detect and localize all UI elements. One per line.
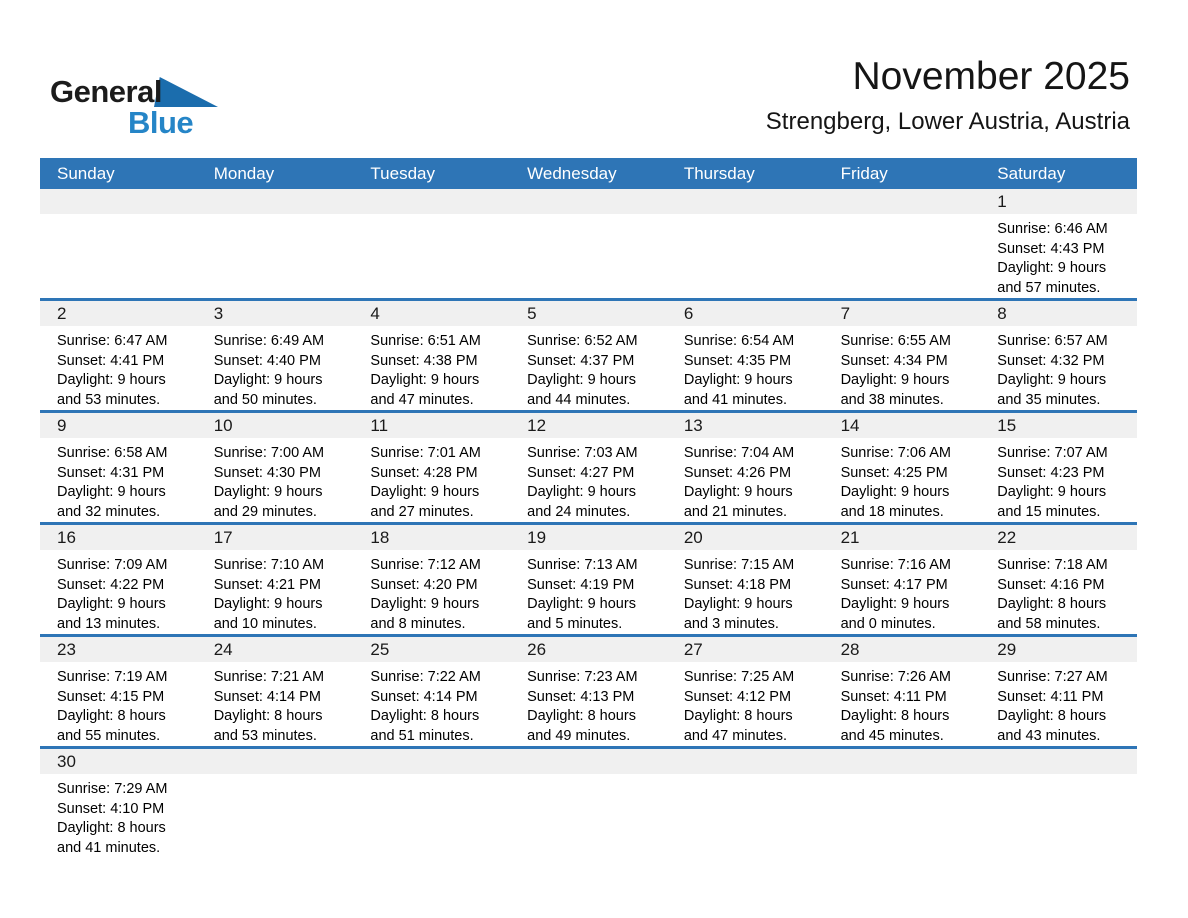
sunset-text: Sunset: 4:12 PM [683, 688, 792, 705]
daylight-text: Daylight: 9 hours and 41 minutes. [683, 372, 793, 408]
daylight-text: Daylight: 8 hours and 55 minutes. [57, 708, 166, 744]
daylight-text: Daylight: 9 hours and 35 minutes. [997, 372, 1107, 408]
day-cell [824, 550, 981, 634]
sunrise-text: Sunrise: 7:25 AM [683, 669, 795, 685]
sunset-text: Sunset: 4:32 PM [997, 352, 1105, 369]
sunrise-text: Sunrise: 7:00 AM [213, 445, 325, 461]
daylight-text: Daylight: 9 hours and 32 minutes. [57, 484, 166, 520]
weekday-header-row [40, 158, 1137, 189]
day-header-wednesday: Wednesday [527, 163, 617, 183]
daylight-text: Daylight: 9 hours and 0 minutes. [840, 596, 950, 632]
daylight-text: Daylight: 8 hours and 58 minutes. [997, 596, 1107, 632]
sunrise-text: Sunrise: 7:06 AM [840, 445, 951, 461]
sunset-text: Sunset: 4:11 PM [840, 688, 947, 705]
day-number: 11 [370, 415, 389, 435]
day-cell [980, 550, 1137, 634]
daylight-text: Daylight: 9 hours and 10 minutes. [213, 596, 323, 632]
sunset-text: Sunset: 4:26 PM [683, 464, 792, 481]
day-number-band [40, 637, 1137, 662]
day-cell [197, 662, 354, 746]
day-number: 8 [997, 303, 1007, 323]
empty-day-cell [824, 214, 981, 298]
sunset-text: Sunset: 4:18 PM [683, 576, 792, 593]
sunset-text: Sunset: 4:41 PM [57, 352, 165, 369]
day-number: 2 [57, 303, 67, 323]
day-number-band [40, 749, 1137, 774]
day-cell [980, 438, 1137, 522]
day-cell [197, 438, 354, 522]
sunrise-text: Sunrise: 7:13 AM [527, 557, 638, 573]
location-subtitle: Strengberg, Lower Austria, Austria [765, 107, 1130, 135]
sunrise-text: Sunrise: 6:49 AM [213, 333, 325, 349]
sunset-text: Sunset: 4:30 PM [213, 464, 321, 481]
day-cell [667, 550, 824, 634]
day-cell [197, 326, 354, 410]
general-blue-logo [50, 74, 230, 146]
day-number: 15 [997, 415, 1017, 435]
calendar-weeks [40, 189, 1137, 858]
day-number: 21 [840, 527, 860, 547]
sunrise-text: Sunrise: 7:03 AM [527, 445, 638, 461]
empty-day-cell [667, 774, 824, 858]
sunrise-text: Sunrise: 7:09 AM [57, 557, 168, 573]
daylight-text: Daylight: 8 hours and 47 minutes. [683, 708, 793, 744]
sunset-text: Sunset: 4:11 PM [997, 688, 1104, 705]
day-number: 24 [213, 639, 233, 659]
sunrise-text: Sunrise: 7:18 AM [997, 557, 1108, 573]
daylight-text: Daylight: 9 hours and 53 minutes. [57, 372, 166, 408]
sunrise-text: Sunrise: 7:19 AM [57, 669, 168, 685]
day-cell [510, 326, 667, 410]
sunrise-text: Sunrise: 6:51 AM [370, 333, 481, 349]
day-number: 23 [57, 639, 76, 659]
daylight-text: Daylight: 8 hours and 49 minutes. [527, 708, 636, 744]
week-row-3 [40, 410, 1137, 522]
day-number: 26 [527, 639, 547, 659]
sunrise-text: Sunrise: 7:27 AM [997, 669, 1108, 685]
day-number: 9 [57, 415, 67, 435]
sunrise-text: Sunrise: 7:15 AM [683, 557, 795, 573]
day-number: 20 [683, 527, 703, 547]
sunset-text: Sunset: 4:27 PM [527, 464, 635, 481]
sunrise-text: Sunrise: 7:10 AM [213, 557, 325, 573]
day-number: 12 [527, 415, 547, 435]
day-cell [353, 326, 510, 410]
day-number-band [40, 189, 1137, 214]
day-header-saturday: Saturday [997, 163, 1066, 183]
sunrise-text: Sunrise: 7:22 AM [370, 669, 481, 685]
empty-day-cell [667, 214, 824, 298]
daylight-text: Daylight: 9 hours and 44 minutes. [527, 372, 636, 408]
empty-day-cell [510, 214, 667, 298]
sunset-text: Sunset: 4:25 PM [840, 464, 948, 481]
week-row-5 [40, 634, 1137, 746]
sunset-text: Sunset: 4:14 PM [370, 688, 478, 705]
day-details-row [40, 662, 1137, 746]
sunset-text: Sunset: 4:31 PM [57, 464, 165, 481]
day-cell [353, 550, 510, 634]
sunrise-text: Sunrise: 7:21 AM [213, 669, 325, 685]
sunrise-text: Sunrise: 6:55 AM [840, 333, 951, 349]
day-number: 25 [370, 639, 390, 659]
day-number: 16 [57, 527, 76, 547]
sunset-text: Sunset: 4:40 PM [213, 352, 321, 369]
day-header-thursday: Thursday [683, 163, 755, 183]
day-details-row [40, 326, 1137, 410]
day-header-sunday: Sunday [57, 163, 115, 183]
day-number: 18 [370, 527, 390, 547]
sunrise-text: Sunrise: 7:16 AM [840, 557, 951, 573]
sunrise-text: Sunrise: 7:26 AM [840, 669, 951, 685]
day-details-row [40, 438, 1137, 522]
day-header-tuesday: Tuesday [370, 163, 435, 183]
day-number: 1 [997, 191, 1007, 211]
day-number: 19 [527, 527, 547, 547]
day-cell [980, 326, 1137, 410]
day-header-monday: Monday [213, 163, 275, 183]
day-cell [40, 774, 197, 858]
sunrise-text: Sunrise: 7:12 AM [370, 557, 481, 573]
daylight-text: Daylight: 9 hours and 8 minutes. [370, 596, 480, 632]
day-details-row [40, 550, 1137, 634]
daylight-text: Daylight: 9 hours and 27 minutes. [370, 484, 480, 520]
sunset-text: Sunset: 4:28 PM [370, 464, 478, 481]
page-title: November 2025 [852, 55, 1130, 98]
logo-triangle-icon [154, 77, 218, 107]
day-number: 28 [840, 639, 860, 659]
day-cell [197, 550, 354, 634]
day-cell [980, 662, 1137, 746]
daylight-text: Daylight: 9 hours and 13 minutes. [57, 596, 166, 632]
day-number: 5 [527, 303, 537, 323]
sunrise-text: Sunrise: 7:29 AM [57, 781, 168, 797]
daylight-text: Daylight: 9 hours and 29 minutes. [213, 484, 323, 520]
day-cell [40, 550, 197, 634]
day-cell [824, 326, 981, 410]
daylight-text: Daylight: 9 hours and 15 minutes. [997, 484, 1107, 520]
sunrise-text: Sunrise: 6:57 AM [997, 333, 1108, 349]
day-cell [510, 438, 667, 522]
sunset-text: Sunset: 4:10 PM [57, 800, 165, 817]
day-details-row [40, 774, 1137, 858]
daylight-text: Daylight: 9 hours and 18 minutes. [840, 484, 950, 520]
day-cell [824, 662, 981, 746]
sunset-text: Sunset: 4:34 PM [840, 352, 948, 369]
title-block [766, 56, 1130, 136]
sunrise-text: Sunrise: 7:04 AM [683, 445, 795, 461]
daylight-text: Daylight: 8 hours and 51 minutes. [370, 708, 480, 744]
daylight-text: Daylight: 9 hours and 21 minutes. [683, 484, 793, 520]
sunrise-text: Sunrise: 7:01 AM [370, 445, 481, 461]
day-number: 13 [683, 415, 703, 435]
sunset-text: Sunset: 4:16 PM [997, 576, 1105, 593]
sunrise-text: Sunrise: 7:07 AM [997, 445, 1108, 461]
calendar-table [40, 158, 1137, 858]
day-cell [353, 662, 510, 746]
day-number: 4 [370, 303, 380, 323]
sunset-text: Sunset: 4:17 PM [840, 576, 948, 593]
sunrise-text: Sunrise: 6:54 AM [683, 333, 795, 349]
daylight-text: Daylight: 8 hours and 41 minutes. [57, 820, 166, 856]
sunset-text: Sunset: 4:15 PM [57, 688, 165, 705]
day-cell [510, 550, 667, 634]
day-number-band [40, 525, 1137, 550]
empty-day-cell [197, 214, 354, 298]
day-cell [980, 214, 1137, 298]
day-number: 27 [683, 639, 703, 659]
empty-day-cell [40, 214, 197, 298]
daylight-text: Daylight: 9 hours and 3 minutes. [683, 596, 793, 632]
sunrise-text: Sunrise: 6:52 AM [527, 333, 638, 349]
day-number: 10 [213, 415, 233, 435]
sunset-text: Sunset: 4:43 PM [997, 240, 1105, 257]
sunrise-text: Sunrise: 6:47 AM [57, 333, 168, 349]
daylight-text: Daylight: 9 hours and 50 minutes. [213, 372, 323, 408]
day-number-band [40, 413, 1137, 438]
day-details-row [40, 214, 1137, 298]
daylight-text: Daylight: 9 hours and 57 minutes. [997, 260, 1107, 296]
sunrise-text: Sunrise: 6:58 AM [57, 445, 168, 461]
day-number: 30 [57, 751, 76, 771]
day-cell [40, 438, 197, 522]
sunset-text: Sunset: 4:37 PM [527, 352, 635, 369]
empty-day-cell [510, 774, 667, 858]
week-row-1 [40, 189, 1137, 298]
sunset-text: Sunset: 4:35 PM [683, 352, 792, 369]
empty-day-cell [980, 774, 1137, 858]
day-number: 22 [997, 527, 1017, 547]
week-row-2 [40, 298, 1137, 410]
sunset-text: Sunset: 4:23 PM [997, 464, 1105, 481]
day-cell [824, 438, 981, 522]
day-cell [667, 438, 824, 522]
day-number: 17 [213, 527, 233, 547]
logo-text-general: General [50, 74, 162, 109]
day-cell [40, 662, 197, 746]
empty-day-cell [824, 774, 981, 858]
sunset-text: Sunset: 4:20 PM [370, 576, 478, 593]
empty-day-cell [353, 214, 510, 298]
day-cell [353, 438, 510, 522]
day-number: 6 [683, 303, 694, 323]
day-number: 3 [213, 303, 224, 323]
daylight-text: Daylight: 9 hours and 47 minutes. [370, 372, 480, 408]
sunset-text: Sunset: 4:19 PM [527, 576, 635, 593]
daylight-text: Daylight: 9 hours and 38 minutes. [840, 372, 950, 408]
day-cell [40, 326, 197, 410]
sunrise-text: Sunrise: 6:46 AM [997, 221, 1108, 237]
sunset-text: Sunset: 4:13 PM [527, 688, 635, 705]
day-header-friday: Friday [840, 163, 888, 183]
day-number: 14 [840, 415, 860, 435]
day-cell [510, 662, 667, 746]
daylight-text: Daylight: 8 hours and 43 minutes. [997, 708, 1107, 744]
sunset-text: Sunset: 4:38 PM [370, 352, 478, 369]
sunset-text: Sunset: 4:22 PM [57, 576, 165, 593]
sunset-text: Sunset: 4:14 PM [213, 688, 321, 705]
empty-day-cell [353, 774, 510, 858]
week-row-4 [40, 522, 1137, 634]
page-header [0, 0, 1188, 158]
daylight-text: Daylight: 8 hours and 53 minutes. [213, 708, 323, 744]
day-number: 29 [997, 639, 1017, 659]
daylight-text: Daylight: 8 hours and 45 minutes. [840, 708, 950, 744]
week-row-6 [40, 746, 1137, 858]
empty-day-cell [197, 774, 354, 858]
logo-text-blue: Blue [128, 105, 194, 140]
day-number-band [40, 301, 1137, 326]
daylight-text: Daylight: 9 hours and 24 minutes. [527, 484, 636, 520]
daylight-text: Daylight: 9 hours and 5 minutes. [527, 596, 636, 632]
day-cell [667, 662, 824, 746]
day-number: 7 [840, 303, 851, 323]
sunrise-text: Sunrise: 7:23 AM [527, 669, 638, 685]
day-cell [667, 326, 824, 410]
sunset-text: Sunset: 4:21 PM [213, 576, 321, 593]
